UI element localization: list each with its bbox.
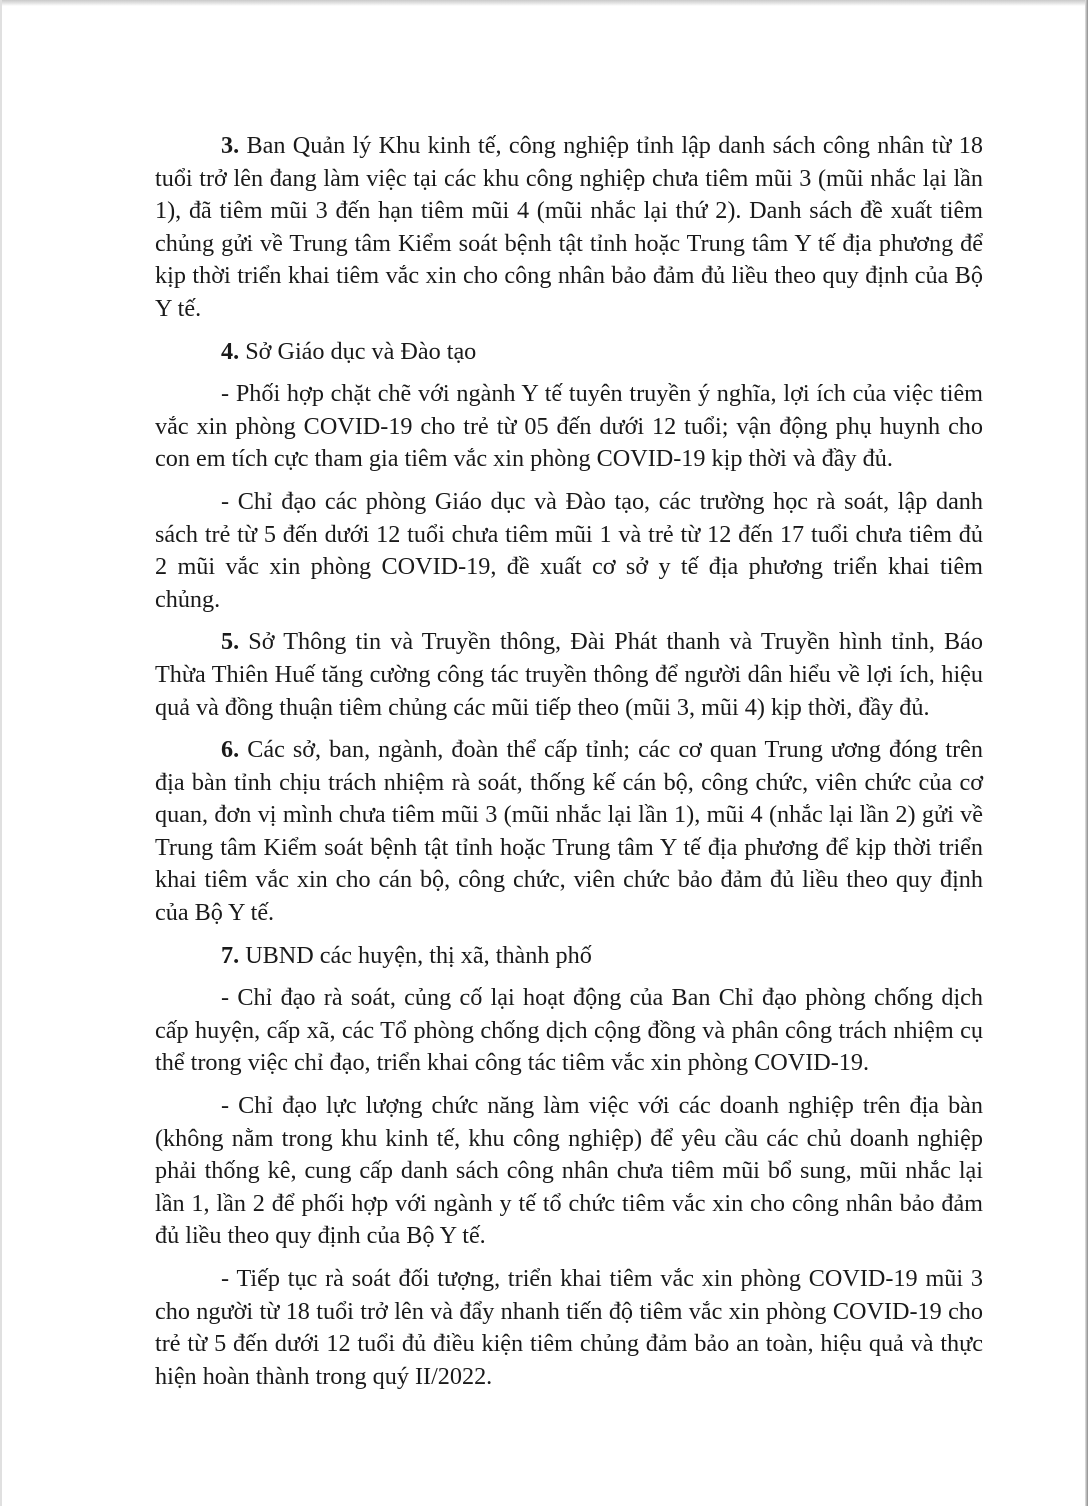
paragraph-text: Sở Thông tin và Truyền thông, Đài Phát thanh và Truyền hình tỉnh, Báo Thừa Thiên Huế tăng cường công tác truyền thông để người dân hiểu về lợi ích, hiệu quả và đồng thuận tiêm chủng các mũi tiếp theo (mũi 3, mũi 4) kịp thời, đầy đủ. <box>155 628 983 721</box>
document-page <box>155 130 983 1403</box>
section-7-item-2: - Chỉ đạo lực lượng chức năng làm việc với các doanh nghiệp trên địa bàn (không nằm trong khu kinh tế, khu công nghiệp) để yêu cầu các chủ doanh nghiệp phải thống kê, cung cấp danh sách công nhân chưa tiêm mũi bổ sung, mũi nhắc lại lần 1, lần 2 để phối hợp với ngành y tế tổ chức tiêm vắc xin cho công nhân bảo đảm đủ liều theo quy định của Bộ Y tế. <box>155 1092 983 1250</box>
page-left-edge <box>0 0 2 1506</box>
section-7-item-3: - Tiếp tục rà soát đối tượng, triển khai tiêm vắc xin phòng COVID-19 mũi 3 cho người từ 18 tuổi trở lên và đẩy nhanh tiến độ tiêm vắc xin phòng COVID-19 cho trẻ từ 5 đến dưới 12 tuổi đủ điều kiện tiêm chủng đảm bảo an toàn, hiệu quả và thực hiện hoàn thành trong quý II/2022. <box>155 1265 983 1390</box>
section-7-item-1: - Chỉ đạo rà soát, củng cố lại hoạt động của Ban Chỉ đạo phòng chống dịch cấp huyện, cấp xã, các Tổ phòng chống dịch cộng đồng và phân công trách nhiệm cụ thể trong việc chỉ đạo, triển khai công tác tiêm vắc xin phòng COVID-19. <box>155 984 983 1077</box>
page-top-shadow <box>0 0 1088 6</box>
section-number: 3. <box>221 132 240 159</box>
section-number: 4. <box>221 337 240 365</box>
section-4-heading <box>155 336 983 369</box>
paragraph-text: Các sở, ban, ngành, đoàn thể cấp tỉnh; các cơ quan Trung ương đóng trên địa bàn tỉnh chịu trách nhiệm rà soát, thống kế cán bộ, công chức, viên chức của cơ quan, đơn vị mình chưa tiêm mũi 3 (mũi nhắc lại lần 1), mũi 4 (nhắc lại lần 2) gửi về Trung tâm Kiểm soát bệnh tật tỉnh hoặc Trung tâm Y tế địa phương để kịp thời triển khai tiêm vắc xin cho cán bộ, công chức, viên chức bảo đảm đủ liều theo quy định của Bộ Y tế. <box>155 736 984 927</box>
section-4-item-1: - Phối hợp chặt chẽ với ngành Y tế tuyên truyền ý nghĩa, lợi ích của việc tiêm vắc xin phòng COVID-19 cho trẻ từ 05 đến dưới 12 tuổi; vận động phụ huynh cho con em tích cực tham gia tiêm vắc xin phòng COVID-19 kịp thời và đầy đủ. <box>155 380 983 473</box>
section-6-paragraph <box>155 734 983 930</box>
paragraph-text: Ban Quản lý Khu kinh tế, công nghiệp tỉnh lập danh sách công nhân từ 18 tuổi trở lên đang làm việc tại các khu công nghiệp chưa tiêm mũi 3 (mũi nhắc lại lần 1), đã tiêm mũi 3 đến hạn tiêm mũi 4 (mũi nhắc lại thứ 2). Danh sách đề xuất tiêm chủng gửi về Trung tâm Kiểm soát bệnh tật tỉnh hoặc Trung tâm Y tế địa phương để kịp thời triển khai tiêm vắc xin cho công nhân bảo đảm đủ liều theo quy định của Bộ Y tế. <box>155 132 983 322</box>
section-7-heading <box>155 940 983 973</box>
section-5-paragraph <box>155 626 983 724</box>
section-number: 7. <box>221 941 240 969</box>
section-number: 5. <box>221 628 240 656</box>
section-title: UBND các huyện, thị xã, thành phố <box>245 941 592 969</box>
section-4-item-2: - Chỉ đạo các phòng Giáo dục và Đào tạo, các trường học rà soát, lập danh sách trẻ từ 5 đến dưới 12 tuổi chưa tiêm mũi 1 và trẻ từ 12 đến 17 tuổi chưa tiêm đủ 2 mũi vắc xin phòng COVID-19, đề xuất cơ sở y tế địa phương triển khai tiêm chủng. <box>155 487 983 613</box>
section-title: Sở Giáo dục và Đào tạo <box>245 337 477 365</box>
section-number: 6. <box>221 736 240 764</box>
section-3-paragraph <box>155 130 983 326</box>
